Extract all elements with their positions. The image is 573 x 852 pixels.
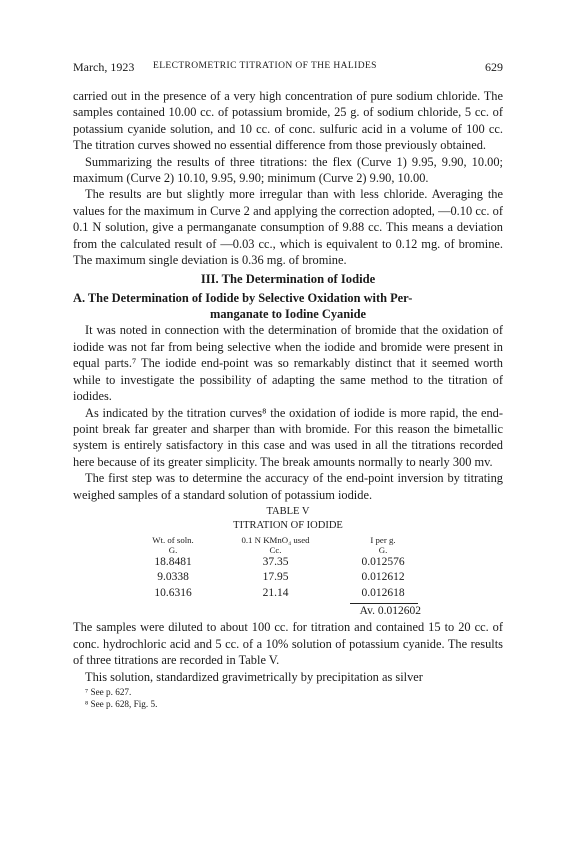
table-label: TABLE V <box>266 505 310 517</box>
header-running-title: ELECTROMETRIC TITRATION OF THE HALIDES <box>153 61 377 71</box>
table-cell: 0.012612 <box>361 571 405 584</box>
paragraph-standardized: This solution, standardized gravimetrically by precipitation as silver <box>85 669 423 684</box>
paragraph-samples: The samples were diluted to about 100 cc. for titration and contained 15 to 20 cc. of conc. hydrochloric acid and 5 cc. of a 10% solution of potassium cyanide. The results of three titrations are recorded in Table V. <box>73 620 503 668</box>
table-header-row <box>128 535 433 555</box>
column-header-line1: 0.1 N KMnO₄ used <box>241 534 310 545</box>
column-header-line2: G. <box>378 544 388 555</box>
header-date: March, 1923 <box>73 60 135 74</box>
table-row <box>128 555 433 571</box>
column-header <box>218 535 333 555</box>
column-header-line1: I per g. <box>370 534 396 545</box>
table-row <box>128 586 433 602</box>
subsection-title <box>73 290 503 322</box>
header-page-number: 629 <box>485 60 503 74</box>
subsection-title-line2: manganate to Iodine Cyanide <box>210 307 366 322</box>
table-v <box>73 505 503 620</box>
journal-page <box>73 60 503 710</box>
table-cell: 17.95 <box>262 571 289 584</box>
paragraph-intro-iodide: It was noted in connection with the determination of bromide that the oxidation of iodide was not far from being selective when the iodide and bromide were present in equal parts.⁷ The iodide end-point was so remarkably distinct that it seemed worth while to investigate the possibility of adapting the same method to the titration of iodides. <box>73 323 503 404</box>
footnote-8: ⁸ See p. 628, Fig. 5. <box>85 699 158 710</box>
table-cell: 0.012618 <box>361 586 405 599</box>
paragraph-titration-curves: As indicated by the titration curves⁸ the oxidation of iodide is more rapid, the end-point break far greater and sharper than with bromide. For this reason the bimetallic system is entirely satisfactory in this case and was used in all the titrations recorded here because of its greater simplicity. The break amounts normally to nearly 300 mv. <box>73 405 503 469</box>
table-body <box>128 535 433 620</box>
column-header <box>128 535 218 555</box>
column-header <box>333 535 433 555</box>
paragraph-first-step: The first step was to determine the accuracy of the end-point inversion by titrating weighed samples of a standard solution of potassium iodide. <box>73 471 503 502</box>
table-cell: 37.35 <box>262 555 289 568</box>
running-header <box>73 60 503 78</box>
table-cell: 0.012576 <box>361 555 405 568</box>
column-header-line1: Wt. of soln. <box>152 534 194 545</box>
footnotes <box>73 686 503 710</box>
table-row <box>128 570 433 586</box>
paragraph-summary: Summarizing the results of three titrations: the flex (Curve 1) 9.95, 9.90, 10.00; maximum (Curve 2) 10.10, 9.95, 9.90; minimum (Curve 2) 9.90, 10.00. <box>73 154 503 186</box>
subsection-title-line1: A. The Determination of Iodide by Selective Oxidation with Per- <box>73 291 413 306</box>
column-header-line2: G. <box>168 544 178 555</box>
table-cell: 21.14 <box>262 586 289 599</box>
table-cell: 18.8481 <box>154 555 192 568</box>
table-caption: TITRATION OF IODIDE <box>233 519 343 531</box>
column-header-line2: Cc. <box>269 544 282 555</box>
section-title: III. The Determination of Iodide <box>200 272 376 287</box>
footnote-7: ⁷ See p. 627. <box>85 687 132 698</box>
table-cell: 10.6316 <box>154 586 192 599</box>
table-average: Av. 0.012602 <box>359 605 421 618</box>
paragraph-results: The results are but slightly more irregular than with less chloride. Averaging the values for the maximum in Curve 2 and applying the correction adopted, —0.10 cc. of 0.1 N solution, give a permanganate consumption of 9.88 cc. This means a deviation from the calculated result of —0.03 cc., which is equivalent to 0.12 mg. of bromine. The maximum single deviation is 0.36 mg. of bromine. <box>73 187 503 268</box>
paragraph-continued: carried out in the presence of a very high concentration of pure sodium chloride. The samples contained 10.00 cc. of potassium bromide, 25 g. of sodium chloride, 5 cc. of potassium cyanide solution, and 10 cc. of conc. sulfuric acid in a volume of 100 cc. The titration curves showed no essential difference from those previously obtained. <box>73 89 503 153</box>
table-cell: 9.0338 <box>157 571 189 584</box>
